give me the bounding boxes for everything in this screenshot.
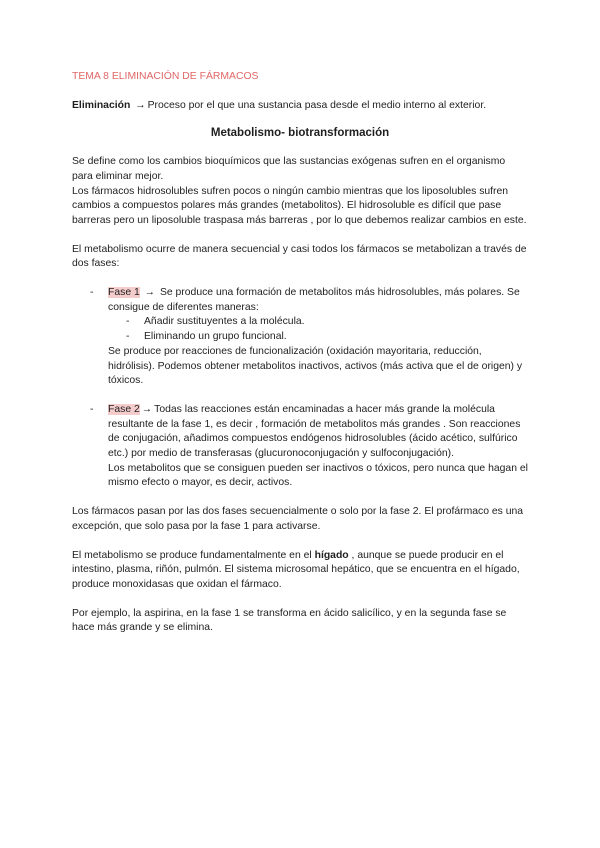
phase-2-label: Fase 2 bbox=[108, 403, 140, 415]
phase-1-text: Se produce una formación de metabolitos más hidrosolubles, más polares. Se consigue de diferentes maneras: bbox=[108, 287, 520, 313]
liver-text-after: , aunque se puede producir en el intestino, plasma, riñón, pulmón. El sistema microsomal hepático, que se encuentra en el hígado, produce monoxidasas que oxidan el fármaco. bbox=[72, 549, 520, 590]
paragraph-prodrug: Los fármacos pasan por las dos fases secuencialmente o solo por la fase 2. El profármaco es una excepción, que solo pasa por la fase 1 para activarse. bbox=[72, 506, 524, 532]
phases-list bbox=[72, 286, 528, 491]
phase-1-after: Se produce por reacciones de funcionalización (oxidación mayoritaria, reducción, hidrólisis). Podemos obtener metabolitos inactivos, activos (más activa que el de origen) y tóxicos. bbox=[108, 345, 523, 387]
liver-term: hígado bbox=[314, 549, 349, 561]
bullet-dash: - bbox=[90, 287, 94, 299]
intro-arrow: → bbox=[135, 99, 146, 111]
phase-2-after: Los metabolitos que se consiguen pueden ser inactivos o tóxicos, pero nunca que hagan el mismo efecto o mayor, es decir, activos. bbox=[108, 462, 528, 489]
paragraph-sequential: El metabolismo ocurre de manera secuencial y casi todos los fármacos se metabolizan a través de dos fases: bbox=[72, 243, 527, 270]
phase-1-label: Fase 1 bbox=[108, 287, 140, 299]
list-item-phase-2 bbox=[72, 403, 528, 491]
bullet-dash: - bbox=[90, 403, 94, 415]
paragraph-aspirin: Por ejemplo, la aspirina, en la fase 1 se transforma en ácido salicílico, y en la segunda fase se hace más grande y se elimina. bbox=[72, 607, 507, 634]
phase-2-arrow: → bbox=[141, 403, 153, 415]
sublist-item bbox=[108, 315, 528, 330]
phase-1-sublist bbox=[108, 315, 528, 344]
bullet-dash: - bbox=[126, 331, 130, 343]
phase-1-arrow: → bbox=[144, 287, 156, 299]
phase-2-text: Todas las reacciones están encaminadas a hacer más grande la molécula resultante de la fase 1, es decir , formación de metabolitos más grandes . Son reacciones de conjugación, añadimos compuestos endógenos hidrosolubles (ácido acético, sulfúrico etc.) por medio de transferasas (glucuronoconjugación y sulfoconjugación). bbox=[108, 403, 521, 460]
intro-paragraph bbox=[72, 99, 528, 114]
sublist-item-text: Añadir sustituyentes a la molécula. bbox=[144, 316, 305, 328]
paragraph-liver bbox=[72, 549, 528, 593]
sublist-item bbox=[108, 330, 528, 345]
document-title: TEMA 8 ELIMINACIÓN DE FÁRMACOS bbox=[72, 71, 259, 82]
document-page bbox=[72, 70, 528, 636]
paragraph-hydrosoluble: Los fármacos hidrosolubles sufren pocos o ningún cambio mientras que los liposolubles sufren cambios a compuestos polares más grandes (metabolitos). El hidrosoluble es difícil que pase barreras pero un liposoluble traspasa más barreras , por lo que debemos realizar cambios en este. bbox=[72, 185, 527, 226]
liver-text-before: El metabolismo se produce fundamentalmente en el bbox=[72, 549, 315, 561]
sublist-item-text: Eliminando un grupo funcional. bbox=[144, 331, 287, 343]
bullet-dash: - bbox=[126, 316, 130, 328]
intro-term: Eliminación bbox=[72, 99, 131, 111]
list-item-phase-1 bbox=[72, 286, 528, 389]
intro-text: Proceso por el que una sustancia pasa desde el medio interno al exterior. bbox=[147, 99, 487, 111]
paragraph-definition: Se define como los cambios bioquímicos que las sustancias exógenas sufren en el organismo para eliminar mejor. bbox=[72, 156, 506, 182]
section-heading: Metabolismo- biotransformación bbox=[210, 127, 390, 140]
